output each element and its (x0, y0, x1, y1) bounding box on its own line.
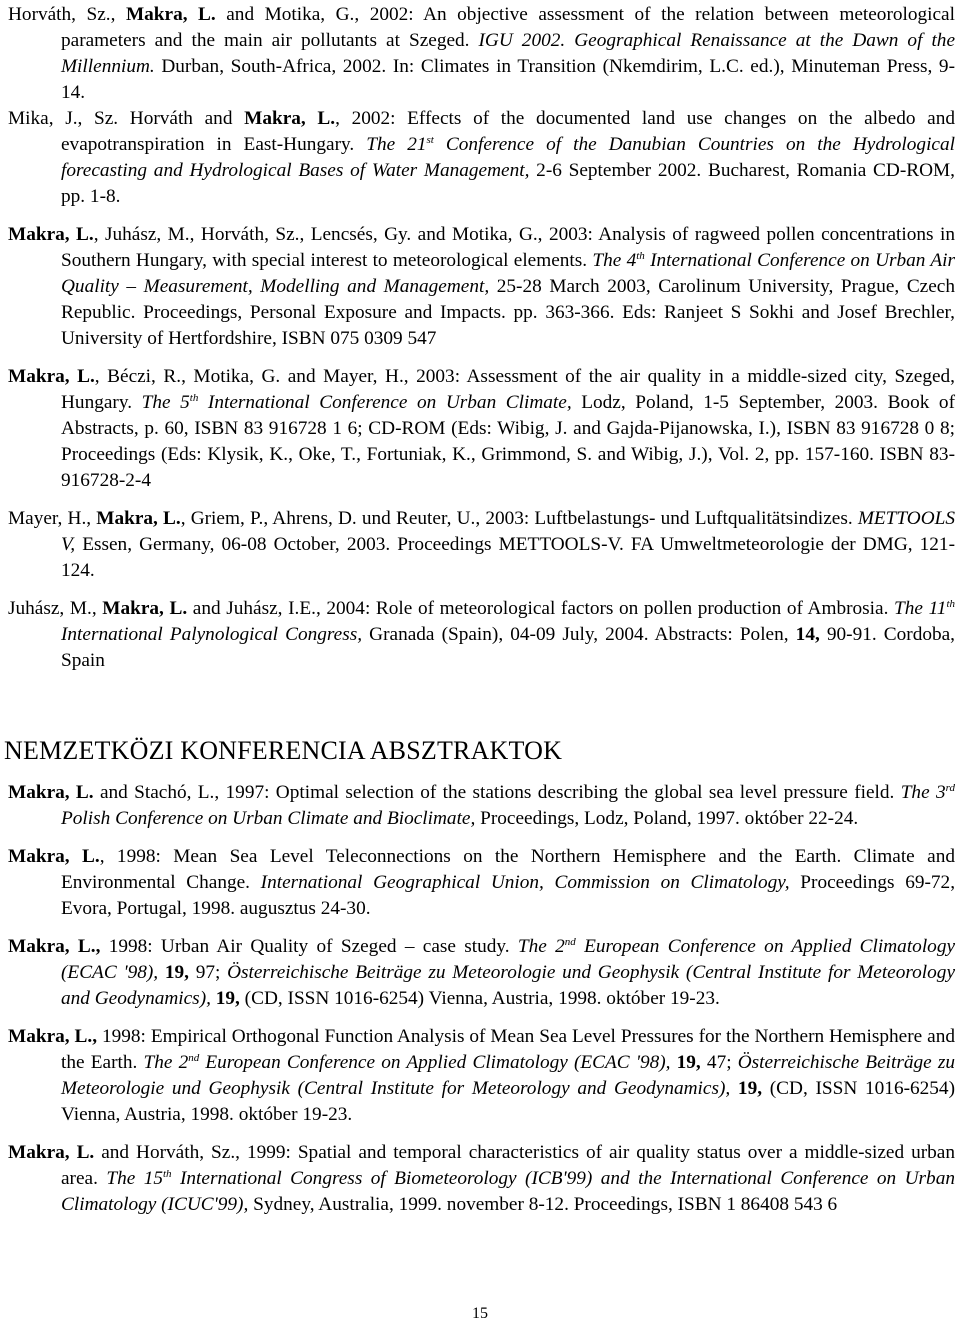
reference-text-run: Proceedings, Lodz, Poland, 1997. október 22-24. (475, 808, 859, 829)
reference-entry (4, 1140, 955, 1218)
reference-text-run: Horváth, Sz., (8, 4, 126, 25)
reference-entry (4, 506, 955, 584)
reference-text-run: The 15 (106, 1168, 163, 1189)
reference-text-run: The 5 (141, 392, 190, 413)
reference-text-run: The 2 (143, 1052, 189, 1073)
reference-text-run: nd (564, 936, 576, 948)
reference-text-run: Lodz, Poland, 1-5 September, 2003. Book of Abstracts, p. 60, ISBN 83 916728 1 6; CD-ROM (Eds: Wibig, J. and Gajda-Pijanowska, I.), ISBN 83 916728 0 8; Proceedings (Eds: Klysik, K., Oke, T., Fortuniak, K., Grimmond, S. and Wibig, J.), Vol. 2, pp. 157-160. ISBN 83-916728-2-4 (61, 392, 955, 491)
reference-text-run: European Conference on Applied Climatology (ECAC '98), (199, 1052, 671, 1073)
reference-entry (4, 2, 955, 106)
reference-entry (4, 934, 955, 1012)
reference-text-run: Granada (Spain), 04-09 July, 2004. Abstracts: Polen, (362, 624, 796, 645)
reference-text-run: Makra, L. (8, 366, 95, 387)
reference-text-run: Makra, L., (8, 1026, 98, 1047)
section-heading: NEMZETKÖZI KONFERENCIA ABSZTRAKTOK (4, 736, 563, 765)
reference-text-run: International Congress of Biometeorology (ICB'99) and the International Conference on Urban Climatology (ICUC'99), (61, 1168, 955, 1215)
reference-entry (4, 222, 955, 352)
reference-entry (4, 780, 955, 832)
reference-text-run: Makra, L. (96, 508, 181, 529)
reference-text-run: , Juhász, M., Horváth, Sz., Lencsés, Gy. and Motika, G., 2003: Analysis of ragweed pollen concentrations in Southern Hungary, with special interest to meteorological elements. (61, 224, 955, 271)
reference-entry (4, 364, 955, 494)
reference-text-run: International Conference on Urban Air Quality – Measurement, Modelling and Management, (61, 250, 955, 297)
reference-text-run: Makra, L. (244, 108, 336, 129)
reference-list-bottom (0, 780, 960, 1218)
reference-text-run: Makra, L. (8, 782, 94, 803)
reference-text-run: 25-28 March 2003, Carolinum University, Prague, Czech Republic. Proceedings, Personal Exposure and Impacts. pp. 363-366. Eds: Ranjeet S Sokhi and Josef Brechler, University of Hertfordshire, ISBN 075 0309 547 (61, 276, 956, 349)
reference-text-run: 19, (730, 1078, 763, 1099)
reference-text-run: 19, (210, 988, 240, 1009)
reference-text-run: st (426, 134, 434, 146)
reference-text-run: METTOOLS V, (61, 508, 955, 555)
reference-text-run: International Palynological Congress, (61, 624, 363, 645)
reference-text-run: 47; (700, 1052, 738, 1073)
reference-text-run: (CD, ISSN 1016-6254) Vienna, Austria, 1998. október 19-23. (61, 1078, 955, 1125)
reference-text-run: Sydney, Australia, 1999. november 8-12. Proceedings, ISBN 1 86408 543 6 (248, 1194, 838, 1215)
reference-text-run: The 3 (900, 782, 946, 803)
reference-text-run: 90-91. Cordoba, Spain (61, 624, 956, 671)
reference-text-run: Makra, L. (8, 224, 94, 245)
reference-text-run: Mayer, H., (8, 508, 97, 529)
reference-text-run: and Motika, G., 2002: An objective assessment of the relation between meteorological parameters and the main air pollutants at Szeged. (61, 4, 955, 51)
reference-text-run: 2-6 September 2002. Bucharest, Romania CD-ROM, pp. 1-8. (61, 160, 955, 207)
reference-text-run: The 2 (517, 936, 565, 957)
reference-text-run: European Conference on Applied Climatology (ECAC '98), (61, 936, 956, 983)
reference-text-run: Conference of the Danubian Countries on the Hydrological forecasting and Hydrological Bases of Water Management, (61, 134, 955, 181)
reference-text-run: Makra, L., (8, 936, 101, 957)
reference-text-run: 97; (188, 962, 228, 983)
page-number: 15 (472, 1305, 488, 1322)
reference-entry (4, 1024, 955, 1128)
reference-text-run: IGU 2002. Geographical Renaissance at the Dawn of the Millennium. (61, 30, 955, 77)
reference-entry (4, 106, 955, 210)
reference-text-run: (CD, ISSN 1016-6254) Vienna, Austria, 1998. október 19-23. (239, 988, 720, 1009)
reference-text-run: Juhász, M., (8, 598, 103, 619)
reference-text-run: 19, (670, 1052, 701, 1073)
reference-text-run: and Horváth, Sz., 1999: Spatial and temporal characteristics of air quality status over a middle-sized urban area. (61, 1142, 955, 1189)
reference-text-run: th (946, 598, 955, 610)
reference-text-run: and Stachó, L., 1997: Optimal selection of the stations describing the global sea level pressure field. (93, 782, 901, 803)
reference-text-run: Österreichische Beiträge zu Meteorologie und Geophysik (Central Institute for Meteorology and Geodynamics), (61, 962, 956, 1009)
reference-text-run: and Juhász, I.E., 2004: Role of meteorological factors on pollen production of Ambrosia. (187, 598, 895, 619)
reference-text-run: International Conference on Urban Climate, (198, 392, 572, 413)
reference-text-run: Makra, L. (8, 1142, 95, 1163)
reference-text-run: Proceedings 69-72, Evora, Portugal, 1998. augusztus 24-30. (61, 872, 956, 919)
reference-entry (4, 844, 955, 922)
reference-text-run: International Geographical Union, Commission on Climatology, (260, 872, 790, 893)
reference-text-run: th (636, 250, 645, 262)
reference-text-run: rd (945, 782, 955, 794)
reference-text-run: , 2002: Effects of the documented land use changes on the albedo and evapotranspiration in East-Hungary. (61, 108, 956, 155)
reference-text-run: Durban, South-Africa, 2002. In: Climates in Transition (Nkemdirim, L.C. ed.), Minuteman Press, 9-14. (61, 56, 955, 103)
reference-text-run: , Béczi, R., Motika, G. and Mayer, H., 2003: Assessment of the air quality in a middle-sized city, Szeged, Hungary. (61, 366, 955, 413)
reference-text-run: , 1998: Mean Sea Level Teleconnections on the Northern Hemisphere and the Earth. Climate and Environmental Change. (61, 846, 955, 893)
reference-text-run: The 21 (366, 134, 427, 155)
reference-text-run: Österreichische Beiträge zu Meteorologie und Geophysik (Central Institute for Meteorology and Geodynamics), (61, 1052, 955, 1099)
reference-text-run: nd (188, 1052, 200, 1064)
reference-text-run: 14, (795, 624, 820, 645)
reference-text-run: Makra, L. (8, 846, 100, 867)
reference-text-run: Polish Conference on Urban Climate and Bioclimate, (61, 808, 476, 829)
reference-text-run: th (163, 1168, 172, 1180)
reference-text-run: 1998: Urban Air Quality of Szeged – case study. (100, 936, 518, 957)
reference-text-run: th (189, 392, 199, 404)
reference-entry (4, 596, 955, 674)
reference-text-run: The 4 (592, 250, 637, 271)
reference-text-run: Makra, L. (102, 598, 188, 619)
reference-text-run: Mika, J., Sz. Horváth and (8, 108, 245, 129)
reference-text-run: , Griem, P., Ahrens, D. und Reuter, U., 2003: Luftbelastungs- und Luftqualitätsindizes. (180, 508, 858, 529)
reference-text-run: Makra, L. (125, 4, 216, 25)
reference-text-run: Essen, Germany, 06-08 October, 2003. Proceedings METTOOLS-V. FA Umweltmeteorologie der DMG, 121-124. (61, 534, 955, 581)
reference-text-run: 1998: Empirical Orthogonal Function Analysis of Mean Sea Level Pressures for the Northern Hemisphere and the Earth. (61, 1026, 955, 1073)
reference-text-run: 19, (158, 962, 189, 983)
reference-text-run: The 11 (894, 598, 947, 619)
